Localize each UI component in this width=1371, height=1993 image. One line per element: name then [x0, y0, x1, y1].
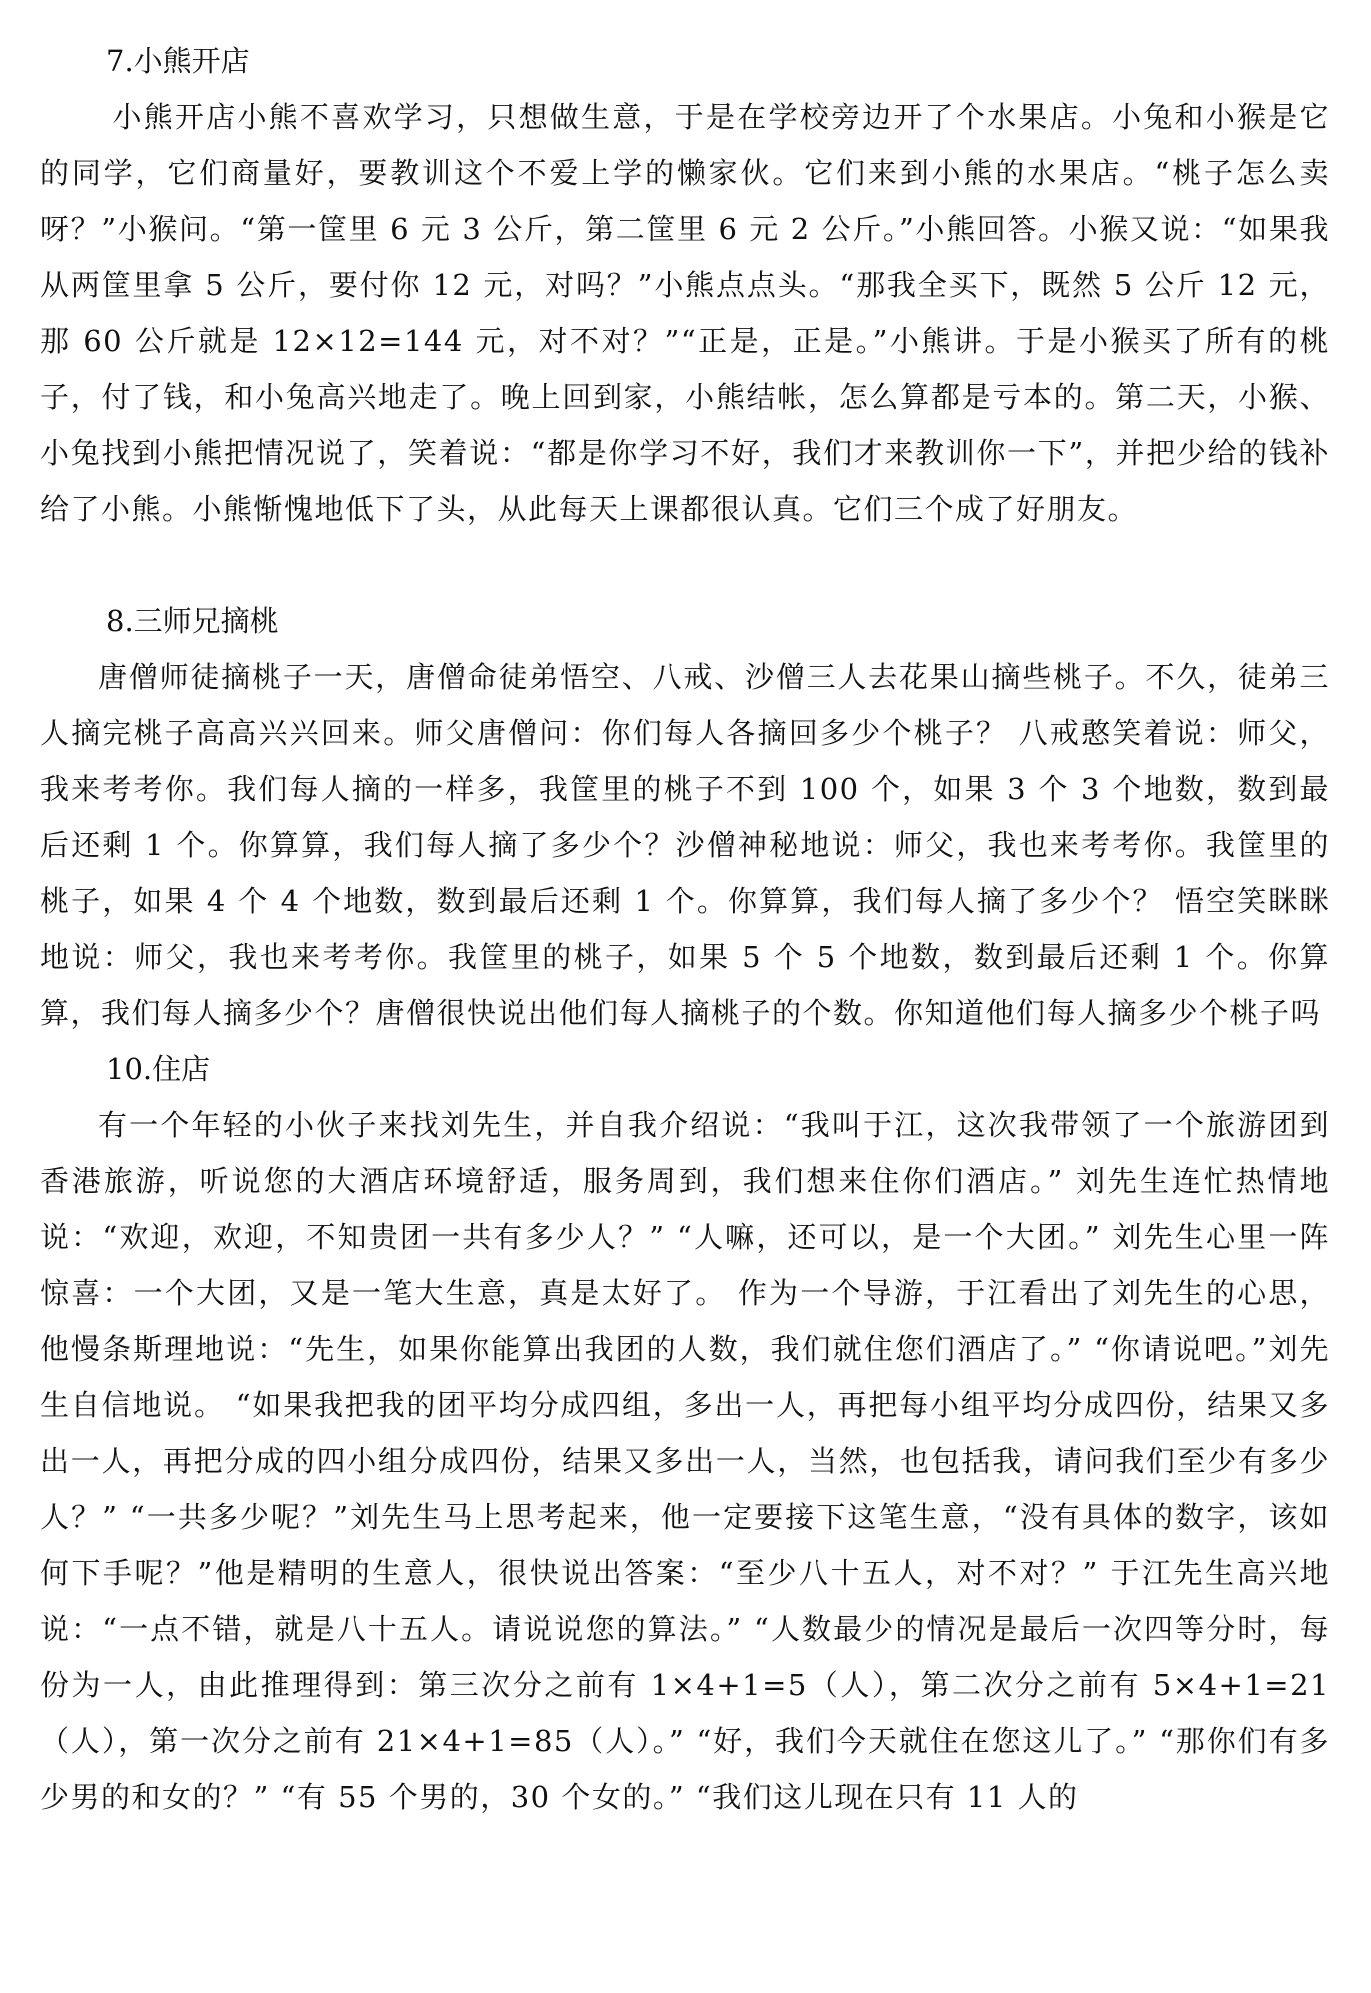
- section-body: 有一个年轻的小伙子来找刘先生，并自我介绍说：“我叫于江，这次我带领了一个旅游团到香港旅游，听说您的大酒店环境舒适，服务周到，我们想来住你们酒店。” 刘先生连忙热情地说：“欢迎，欢迎，不知贵团一共有多少人？” “人嘛，还可以，是一个大团。” 刘先生心里一阵惊喜：一个大团，又是一笔大生意，真是太好了。 作为一个导游，于江看出了刘先生的心思，他慢条斯理地说：“先生，如果你能算出我团的人数，我们就住您们酒店了。” “你请说吧。”刘先生自信地说。 “如果我把我的团平均分成四组，多出一人，再把每小组平均分成四份，结果又多出一人，再把分成的四小组分成四份，结果又多出一人，当然，也包括我，请问我们至少有多少人？” “一共多少呢？”刘先生马上思考起来，他一定要接下这笔生意，“没有具体的数字，该如何下手呢？”他是精明的生意人，很快说出答案：“至少八十五人，对不对？” 于江先生高兴地说：“一点不错，就是八十五人。请说说您的算法。” “人数最少的情况是最后一次四等分时，每份为一人，由此推理得到：第三次分之前有 1×4+1=5（人），第二次分之前有 5×4+1=21（人），第一次分之前有 21×4+1=85（人）。” “好，我们今天就住在您这儿了。” “那你们有多少男的和女的？” “有 55 个男的，30 个女的。” “我们这儿现在只有 11 人的: [40, 1108, 1330, 1814]
- section-title: 10.住店: [106, 1052, 211, 1086]
- section-body: 小熊开店小熊不喜欢学习，只想做生意，于是在学校旁边开了个水果店。小兔和小猴是它的同学，它们商量好，要教训这个不爱上学的懒家伙。它们来到小熊的水果店。“桃子怎么卖呀？”小猴问。“第一筐里 6 元 3 公斤，第二筐里 6 元 2 公斤。”小熊回答。小猴又说：“如果我从两筐里拿 5 公斤，要付你 12 元，对吗？”小熊点点头。“那我全买下，既然 5 公斤 12 元，那 60 公斤就是 12×12=144 元，对不对？”“正是，正是。”小熊讲。于是小猴买了所有的桃子，付了钱，和小兔高兴地走了。晚上回到家，小熊结帐，怎么算都是亏本的。第二天，小猴、小兔找到小熊把情况说了，笑着说：“都是你学习不好，我们才来教训你一下”，并把少给的钱补给了小熊。小熊惭愧地低下了头，从此每天上课都很认真。它们三个成了好朋友。: [40, 100, 1330, 526]
- document-content: [40, 33, 1330, 1825]
- section-body: 唐僧师徒摘桃子一天，唐僧命徒弟悟空、八戒、沙僧三人去花果山摘些桃子。不久，徒弟三人摘完桃子高高兴兴回来。师父唐僧问：你们每人各摘回多少个桃子？ 八戒憨笑着说：师父，我来考考你。我们每人摘的一样多，我筐里的桃子不到 100 个，如果 3 个 3 个地数，数到最后还剩 1 个。你算算，我们每人摘了多少个？沙僧神秘地说：师父，我也来考考你。我筐里的桃子，如果 4 个 4 个地数，数到最后还剩 1 个。你算算，我们每人摘了多少个？ 悟空笑眯眯地说：师父，我也来考考你。我筐里的桃子，如果 5 个 5 个地数，数到最后还剩 1 个。你算算，我们每人摘多少个？唐僧很快说出他们每人摘桃子的个数。你知道他们每人摘多少个桃子吗: [40, 660, 1330, 1030]
- story-section-10: [40, 1041, 1330, 1825]
- section-spacer: [40, 537, 1330, 593]
- section-title: 8.三师兄摘桃: [106, 604, 279, 638]
- story-section-7: [40, 33, 1330, 537]
- section-title: 7.小熊开店: [106, 44, 250, 78]
- story-section-8: [40, 593, 1330, 1041]
